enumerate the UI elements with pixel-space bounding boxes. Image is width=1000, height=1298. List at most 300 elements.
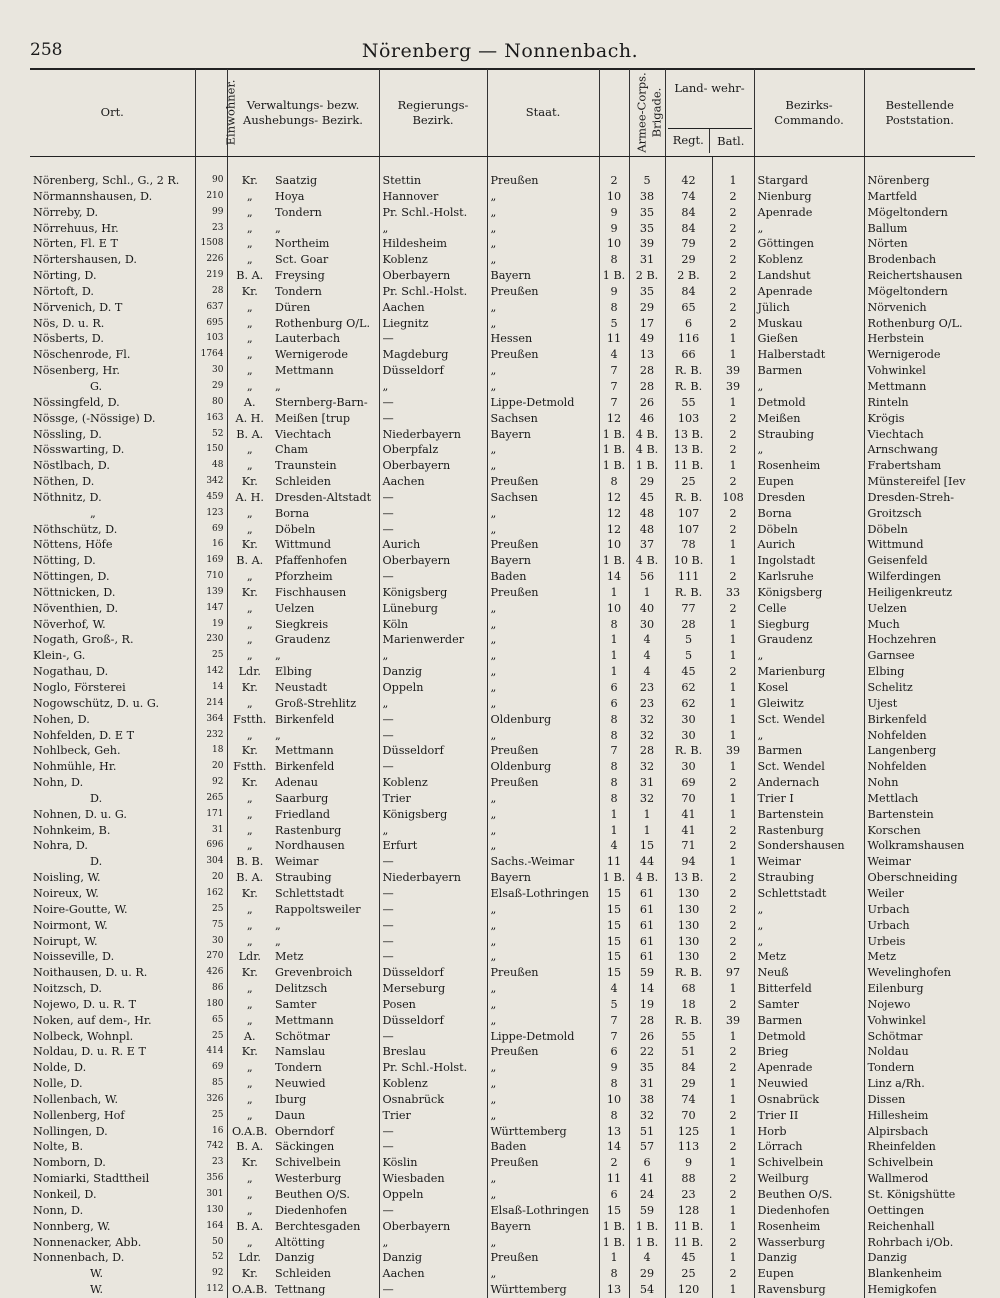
cell-regt: 5 bbox=[665, 632, 712, 648]
cell-brigade: 35 bbox=[629, 284, 665, 300]
table-row bbox=[30, 221, 975, 237]
cell-regierung: Oberbayern bbox=[379, 268, 487, 284]
cell-ort: Nogathau, D. bbox=[33, 665, 109, 679]
cell-batl: 2 bbox=[712, 1044, 754, 1060]
cell-ort: Nörrehuus, Hr. bbox=[33, 221, 119, 235]
cell-regierung: Königsberg bbox=[379, 585, 487, 601]
table-row bbox=[30, 1060, 975, 1076]
cell-staat: „ bbox=[487, 728, 599, 744]
cell-brigade: 35 bbox=[629, 221, 665, 237]
table-row bbox=[30, 1076, 975, 1092]
cell-staat: „ bbox=[487, 902, 599, 918]
cell-amt: „ bbox=[227, 1060, 272, 1076]
cell-amt: „ bbox=[227, 252, 272, 268]
cell-brigade: 1 B. bbox=[629, 458, 665, 474]
cell-regt: 41 bbox=[665, 823, 712, 839]
cell-post: Ballum bbox=[864, 221, 975, 237]
table-row bbox=[30, 427, 975, 443]
cell-bezirk: Berchtesgaden bbox=[275, 1219, 361, 1233]
cell-batl: 2 bbox=[712, 870, 754, 886]
cell-regt: 116 bbox=[665, 331, 712, 347]
table-row bbox=[30, 696, 975, 712]
cell-brigade: 31 bbox=[629, 252, 665, 268]
cell-bezirks: Detmold bbox=[754, 1029, 864, 1045]
cell-post: Wolkramshausen bbox=[864, 838, 975, 854]
cell-regierung: „ bbox=[379, 648, 487, 664]
cell-batl: 1 bbox=[712, 807, 754, 823]
cell-regierung: Pr. Schl.-Holst. bbox=[379, 1060, 487, 1076]
cell-ort: Nösberts, D. bbox=[33, 332, 104, 346]
cell-armee: 10 bbox=[599, 236, 629, 252]
cell-bezirk: Traunstein bbox=[275, 459, 337, 473]
cell-staat: „ bbox=[487, 221, 599, 237]
cell-staat: „ bbox=[487, 1171, 599, 1187]
cell-post: Rothenburg O/L. bbox=[864, 316, 975, 332]
cell-ort: Klein-, G. bbox=[33, 649, 86, 663]
cell-armee: 4 bbox=[599, 838, 629, 854]
cell-post: Metz bbox=[864, 949, 975, 965]
cell-einwohner: 20 bbox=[195, 759, 227, 775]
cell-bezirks: Marienburg bbox=[754, 664, 864, 680]
cell-regt: 55 bbox=[665, 395, 712, 411]
cell-bezirk: Lauterbach bbox=[275, 332, 341, 346]
cell-staat: Preußen bbox=[487, 284, 599, 300]
table-row bbox=[30, 854, 975, 870]
cell-batl: 108 bbox=[712, 490, 754, 506]
cell-staat: „ bbox=[487, 617, 599, 633]
table-row bbox=[30, 189, 975, 205]
table-row bbox=[30, 997, 975, 1013]
cell-amt: „ bbox=[227, 236, 272, 252]
cell-staat: „ bbox=[487, 823, 599, 839]
cell-regierung: Oberpfalz bbox=[379, 442, 487, 458]
table-row bbox=[30, 1282, 975, 1298]
cell-staat: „ bbox=[487, 189, 599, 205]
cell-bezirks: Trier I bbox=[754, 791, 864, 807]
cell-amt: „ bbox=[227, 300, 272, 316]
cell-staat: Bayern bbox=[487, 553, 599, 569]
cell-einwohner: 31 bbox=[195, 823, 227, 839]
cell-amt: „ bbox=[227, 1013, 272, 1029]
cell-regierung: Osnabrück bbox=[379, 1092, 487, 1108]
table-row bbox=[30, 1187, 975, 1203]
cell-post: Mögeltondern bbox=[864, 205, 975, 221]
table-row bbox=[30, 268, 975, 284]
cell-einwohner: 230 bbox=[195, 632, 227, 648]
cell-regt: 111 bbox=[665, 569, 712, 585]
cell-amt: O.A.B. bbox=[227, 1282, 272, 1298]
cell-einwohner: 20 bbox=[195, 870, 227, 886]
cell-post: Wilferdingen bbox=[864, 569, 975, 585]
cell-regt: 74 bbox=[665, 189, 712, 205]
cell-einwohner: 29 bbox=[195, 379, 227, 395]
cell-bezirk: Elbing bbox=[275, 665, 312, 679]
cell-armee: 1 B. bbox=[599, 1235, 629, 1251]
cell-post: Much bbox=[864, 617, 975, 633]
cell-bezirk: Weimar bbox=[275, 855, 319, 869]
cell-bezirks: Schivelbein bbox=[754, 1155, 864, 1171]
cell-staat: „ bbox=[487, 981, 599, 997]
cell-regierung: Oberbayern bbox=[379, 1219, 487, 1235]
table-row bbox=[30, 411, 975, 427]
cell-armee: 8 bbox=[599, 1266, 629, 1282]
cell-ort: Noldau, D. u. R. E T bbox=[33, 1045, 146, 1059]
cell-post: Ujest bbox=[864, 696, 975, 712]
cell-bezirk: Pfaffenhofen bbox=[275, 554, 348, 568]
cell-bezirks: Dresden bbox=[754, 490, 864, 506]
cell-bezirks: Sct. Wendel bbox=[754, 759, 864, 775]
cell-bezirks: Weilburg bbox=[754, 1171, 864, 1187]
table-row bbox=[30, 838, 975, 854]
cell-staat: Lippe-Detmold bbox=[487, 1029, 599, 1045]
cell-bezirk: Beuthen O/S. bbox=[275, 1188, 350, 1201]
cell-armee: 4 bbox=[599, 981, 629, 997]
cell-amt: „ bbox=[227, 823, 272, 839]
cell-bezirks: Apenrade bbox=[754, 284, 864, 300]
cell-regt: 18 bbox=[665, 997, 712, 1013]
cell-brigade: 1 B. bbox=[629, 1219, 665, 1235]
cell-regierung: Koblenz bbox=[379, 775, 487, 791]
cell-batl: 2 bbox=[712, 1235, 754, 1251]
cell-regt: 11 B. bbox=[665, 1235, 712, 1251]
cell-batl: 2 bbox=[712, 300, 754, 316]
cell-einwohner: 112 bbox=[195, 1282, 227, 1298]
cell-brigade: 4 bbox=[629, 1250, 665, 1266]
cell-bezirks: „ bbox=[754, 379, 864, 395]
table-row bbox=[30, 442, 975, 458]
cell-post: Rohrbach i/Ob. bbox=[864, 1235, 975, 1251]
cell-amt: A. H. bbox=[227, 490, 272, 506]
table-row bbox=[30, 537, 975, 553]
cell-post: Garnsee bbox=[864, 648, 975, 664]
cell-post: Tondern bbox=[864, 1060, 975, 1076]
cell-bezirks: Neuß bbox=[754, 965, 864, 981]
cell-regierung: Liegnitz bbox=[379, 316, 487, 332]
cell-brigade: 26 bbox=[629, 395, 665, 411]
cell-batl: 2 bbox=[712, 411, 754, 427]
cell-bezirk: Schlettstadt bbox=[275, 886, 344, 900]
cell-bezirks: Karlsruhe bbox=[754, 569, 864, 585]
col-ort: Ort. bbox=[30, 69, 195, 157]
col-bezirks: Bezirks- Commando. bbox=[754, 69, 864, 157]
cell-post: Alpirsbach bbox=[864, 1124, 975, 1140]
cell-post: Dresden-Streh- bbox=[864, 490, 975, 506]
cell-staat: „ bbox=[487, 236, 599, 252]
cell-amt: Kr. bbox=[227, 537, 272, 553]
cell-ort: Nohra, D. bbox=[33, 839, 88, 853]
cell-einwohner: 210 bbox=[195, 189, 227, 205]
cell-armee: 12 bbox=[599, 522, 629, 538]
cell-regt: 94 bbox=[665, 854, 712, 870]
cell-amt: „ bbox=[227, 569, 272, 585]
cell-staat: Baden bbox=[487, 569, 599, 585]
cell-batl: 39 bbox=[712, 1013, 754, 1029]
cell-bezirks: Lörrach bbox=[754, 1139, 864, 1155]
cell-batl: 1 bbox=[712, 854, 754, 870]
cell-bezirks: Trier II bbox=[754, 1108, 864, 1124]
cell-armee: 5 bbox=[599, 997, 629, 1013]
cell-batl: 1 bbox=[712, 712, 754, 728]
cell-staat: Preußen bbox=[487, 537, 599, 553]
cell-amt: „ bbox=[227, 981, 272, 997]
cell-regierung: — bbox=[379, 395, 487, 411]
cell-regierung: Marienwerder bbox=[379, 632, 487, 648]
cell-brigade: 40 bbox=[629, 601, 665, 617]
cell-armee: 1 B. bbox=[599, 442, 629, 458]
cell-regt: R. B. bbox=[665, 490, 712, 506]
cell-ort: Nohlbeck, Geh. bbox=[33, 744, 121, 758]
cell-regt: 70 bbox=[665, 1108, 712, 1124]
cell-batl: 2 bbox=[712, 506, 754, 522]
cell-bezirk: Adenau bbox=[275, 776, 318, 790]
table-row bbox=[30, 363, 975, 379]
cell-armee: 8 bbox=[599, 617, 629, 633]
cell-armee: 8 bbox=[599, 728, 629, 744]
cell-brigade: 29 bbox=[629, 1266, 665, 1282]
cell-einwohner: 30 bbox=[195, 363, 227, 379]
cell-ort: Nöstlbach, D. bbox=[33, 459, 110, 473]
cell-armee: 1 bbox=[599, 823, 629, 839]
cell-brigade: 59 bbox=[629, 965, 665, 981]
cell-bezirk: Wittmund bbox=[275, 538, 332, 552]
cell-regierung: — bbox=[379, 411, 487, 427]
cell-brigade: 49 bbox=[629, 331, 665, 347]
cell-bezirks: Halberstadt bbox=[754, 347, 864, 363]
table-row bbox=[30, 902, 975, 918]
cell-regierung: — bbox=[379, 331, 487, 347]
cell-armee: 8 bbox=[599, 1108, 629, 1124]
cell-regt: R. B. bbox=[665, 965, 712, 981]
cell-armee: 1 bbox=[599, 807, 629, 823]
cell-einwohner: 164 bbox=[195, 1219, 227, 1235]
cell-bezirk: Tondern bbox=[275, 1061, 322, 1075]
table-row bbox=[30, 331, 975, 347]
cell-armee: 4 bbox=[599, 347, 629, 363]
cell-einwohner: 92 bbox=[195, 1266, 227, 1282]
cell-regt: 69 bbox=[665, 775, 712, 791]
cell-einwohner: 270 bbox=[195, 949, 227, 965]
cell-einwohner: 25 bbox=[195, 648, 227, 664]
col-regierung: Regierungs- Bezirk. bbox=[379, 69, 487, 157]
cell-regt: 84 bbox=[665, 205, 712, 221]
cell-bezirk: Saarburg bbox=[275, 791, 329, 805]
cell-bezirk: Birkenfeld bbox=[275, 712, 335, 726]
cell-bezirk: Säckingen bbox=[275, 1140, 335, 1154]
cell-amt: „ bbox=[227, 205, 272, 221]
cell-ort: W. bbox=[90, 1267, 104, 1281]
cell-bezirk: Uelzen bbox=[275, 601, 315, 615]
cell-staat: Sachsen bbox=[487, 411, 599, 427]
cell-einwohner: 90 bbox=[195, 157, 227, 189]
cell-post: Viechtach bbox=[864, 427, 975, 443]
cell-armee: 14 bbox=[599, 569, 629, 585]
table-row bbox=[30, 316, 975, 332]
cell-brigade: 6 bbox=[629, 1155, 665, 1171]
cell-regierung: Aachen bbox=[379, 1266, 487, 1282]
cell-post: Herbstein bbox=[864, 331, 975, 347]
cell-einwohner: 28 bbox=[195, 284, 227, 300]
cell-regierung: Pr. Schl.-Holst. bbox=[379, 284, 487, 300]
cell-post: Mettlach bbox=[864, 791, 975, 807]
cell-armee: 1 bbox=[599, 664, 629, 680]
cell-einwohner: 219 bbox=[195, 268, 227, 284]
cell-staat: Baden bbox=[487, 1139, 599, 1155]
col-armee: Armee-Corps. bbox=[599, 69, 629, 157]
table-row bbox=[30, 965, 975, 981]
cell-batl: 1 bbox=[712, 1124, 754, 1140]
cell-ort: Nohnen, D. u. G. bbox=[33, 807, 127, 821]
cell-ort: Nonnenbach, D. bbox=[33, 1251, 125, 1265]
cell-batl: 2 bbox=[712, 268, 754, 284]
cell-bezirks: Weimar bbox=[754, 854, 864, 870]
cell-regt: 78 bbox=[665, 537, 712, 553]
table-row bbox=[30, 458, 975, 474]
table-row bbox=[30, 1108, 975, 1124]
table-row bbox=[30, 1155, 975, 1171]
cell-regierung: Breslau bbox=[379, 1044, 487, 1060]
cell-amt: Kr. bbox=[227, 1266, 272, 1282]
cell-staat: „ bbox=[487, 664, 599, 680]
cell-amt: „ bbox=[227, 363, 272, 379]
cell-einwohner: 147 bbox=[195, 601, 227, 617]
cell-ort: Nöttnicken, D. bbox=[33, 585, 116, 599]
cell-regt: 29 bbox=[665, 252, 712, 268]
cell-brigade: 39 bbox=[629, 236, 665, 252]
cell-amt: B. A. bbox=[227, 427, 272, 443]
cell-armee: 15 bbox=[599, 965, 629, 981]
cell-einwohner: 16 bbox=[195, 1124, 227, 1140]
cell-bezirk: Cham bbox=[275, 443, 309, 457]
cell-bezirk: Oberndorf bbox=[275, 1124, 334, 1138]
cell-bezirks: Nienburg bbox=[754, 189, 864, 205]
cell-staat: „ bbox=[487, 205, 599, 221]
cell-regierung: — bbox=[379, 522, 487, 538]
cell-amt: „ bbox=[227, 522, 272, 538]
cell-batl: 2 bbox=[712, 236, 754, 252]
cell-bezirk: „ bbox=[275, 649, 281, 663]
cell-bezirk: Schleiden bbox=[275, 475, 331, 489]
cell-post: Korschen bbox=[864, 823, 975, 839]
cell-staat: „ bbox=[487, 1092, 599, 1108]
cell-ort: D. bbox=[90, 791, 103, 805]
cell-einwohner: 214 bbox=[195, 696, 227, 712]
cell-amt: B. A. bbox=[227, 268, 272, 284]
cell-amt: „ bbox=[227, 506, 272, 522]
cell-post: Geisenfeld bbox=[864, 553, 975, 569]
cell-staat: Oldenburg bbox=[487, 712, 599, 728]
cell-batl: 1 bbox=[712, 395, 754, 411]
cell-ort: Nolde, D. bbox=[33, 1061, 87, 1075]
cell-ort: Nösenberg, Hr. bbox=[33, 364, 120, 378]
cell-brigade: 54 bbox=[629, 1282, 665, 1298]
cell-bezirk: Saatzig bbox=[275, 174, 318, 187]
cell-armee: 8 bbox=[599, 474, 629, 490]
cell-amt: Kr. bbox=[227, 1155, 272, 1171]
cell-einwohner: 86 bbox=[195, 981, 227, 997]
cell-amt: „ bbox=[227, 601, 272, 617]
cell-regierung: Trier bbox=[379, 1108, 487, 1124]
cell-staat: „ bbox=[487, 601, 599, 617]
cell-ort: Nöschenrode, Fl. bbox=[33, 348, 131, 362]
cell-bezirks: Kosel bbox=[754, 680, 864, 696]
cell-amt: „ bbox=[227, 934, 272, 950]
cell-regt: 62 bbox=[665, 696, 712, 712]
cell-amt: B. A. bbox=[227, 553, 272, 569]
table-row bbox=[30, 379, 975, 395]
cell-staat: Württemberg bbox=[487, 1282, 599, 1298]
cell-ort: Nösswarting, D. bbox=[33, 443, 125, 457]
cell-einwohner: 14 bbox=[195, 680, 227, 696]
cell-ort: Nohn, D. bbox=[33, 776, 84, 790]
cell-bezirk: Mettmann bbox=[275, 364, 334, 378]
cell-post: Schelitz bbox=[864, 680, 975, 696]
cell-post: Martfeld bbox=[864, 189, 975, 205]
cell-batl: 2 bbox=[712, 474, 754, 490]
cell-regierung: Magdeburg bbox=[379, 347, 487, 363]
cell-regt: 13 B. bbox=[665, 870, 712, 886]
cell-post: Münstereifel [Iev bbox=[864, 474, 975, 490]
cell-staat: Preußen bbox=[487, 1155, 599, 1171]
cell-regierung: Aachen bbox=[379, 300, 487, 316]
cell-amt: „ bbox=[227, 902, 272, 918]
cell-bezirks: Gießen bbox=[754, 331, 864, 347]
cell-armee: 7 bbox=[599, 379, 629, 395]
cell-staat: Oldenburg bbox=[487, 759, 599, 775]
cell-brigade: 35 bbox=[629, 205, 665, 221]
cell-bezirk: Pforzheim bbox=[275, 570, 333, 584]
cell-regt: 128 bbox=[665, 1203, 712, 1219]
table-row bbox=[30, 664, 975, 680]
cell-amt: Ldr. bbox=[227, 949, 272, 965]
cell-bezirk: Birkenfeld bbox=[275, 760, 335, 774]
cell-regt: 30 bbox=[665, 759, 712, 775]
cell-staat: „ bbox=[487, 1060, 599, 1076]
cell-batl: 1 bbox=[712, 791, 754, 807]
cell-brigade: 29 bbox=[629, 474, 665, 490]
cell-post: Urbach bbox=[864, 902, 975, 918]
cell-einwohner: 18 bbox=[195, 743, 227, 759]
cell-einwohner: 142 bbox=[195, 664, 227, 680]
cell-bezirk: Borna bbox=[275, 506, 310, 520]
cell-amt: B. A. bbox=[227, 1219, 272, 1235]
cell-bezirk: Mettmann bbox=[275, 1013, 334, 1027]
cell-regierung: Oppeln bbox=[379, 1187, 487, 1203]
cell-regt: 45 bbox=[665, 1250, 712, 1266]
cell-armee: 7 bbox=[599, 1029, 629, 1045]
cell-amt: „ bbox=[227, 347, 272, 363]
cell-post: Hochzehren bbox=[864, 632, 975, 648]
cell-ort: Nonkeil, D. bbox=[33, 1188, 97, 1201]
cell-brigade: 31 bbox=[629, 775, 665, 791]
cell-staat: „ bbox=[487, 949, 599, 965]
cell-bezirks: Rosenheim bbox=[754, 1219, 864, 1235]
cell-regierung: Posen bbox=[379, 997, 487, 1013]
cell-post: Nohfelden bbox=[864, 728, 975, 744]
cell-brigade: 44 bbox=[629, 854, 665, 870]
cell-ort: Nohen, D. bbox=[33, 712, 90, 726]
cell-einwohner: 75 bbox=[195, 918, 227, 934]
cell-ort: Nohnkeim, B. bbox=[33, 823, 111, 837]
cell-armee: 6 bbox=[599, 1187, 629, 1203]
cell-regt: 62 bbox=[665, 680, 712, 696]
cell-regierung: Oberbayern bbox=[379, 458, 487, 474]
cell-amt: Kr. bbox=[227, 965, 272, 981]
cell-regierung: Pr. Schl.-Holst. bbox=[379, 205, 487, 221]
cell-regierung: Köslin bbox=[379, 1155, 487, 1171]
table-row bbox=[30, 252, 975, 268]
cell-post: Arnschwang bbox=[864, 442, 975, 458]
cell-armee: 1 B. bbox=[599, 458, 629, 474]
